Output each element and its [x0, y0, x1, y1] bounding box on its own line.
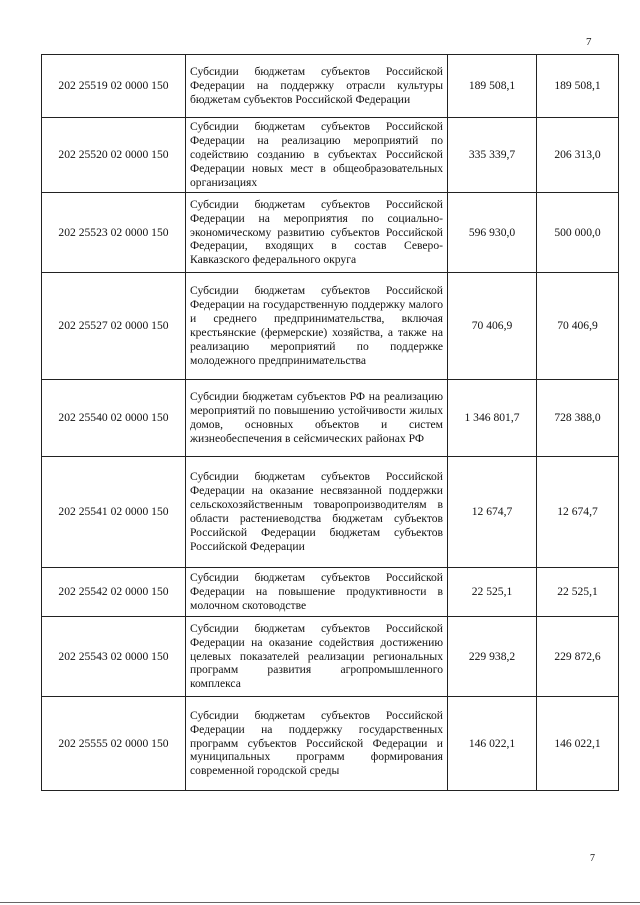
amount-2-cell: 189 508,1 [537, 55, 619, 118]
table-row [42, 457, 619, 568]
amount-1-cell: 596 930,0 [448, 193, 537, 273]
amount-1-cell: 335 339,7 [448, 118, 537, 193]
table-row [42, 380, 619, 457]
amount-1-cell: 146 022,1 [448, 697, 537, 791]
amount-2-cell: 22 525,1 [537, 568, 619, 617]
description-cell: Субсидии бюджетам субъектов Российской Федерации на поддержку государственных программ субъектов Российской Федерации и муниципальных программ формирования современной городской среды [186, 697, 448, 791]
amount-1-cell: 22 525,1 [448, 568, 537, 617]
page-number-top: 7 [586, 36, 592, 48]
amount-2-cell: 70 406,9 [537, 273, 619, 380]
budget-code-cell: 202 25523 02 0000 150 [42, 193, 186, 273]
amount-1-cell: 70 406,9 [448, 273, 537, 380]
amount-1-cell: 12 674,7 [448, 457, 537, 568]
amount-1-cell: 229 938,2 [448, 617, 537, 697]
budget-subsidies-table [41, 54, 619, 791]
table-row [42, 55, 619, 118]
amount-2-cell: 12 674,7 [537, 457, 619, 568]
table-row [42, 617, 619, 697]
table-row [42, 193, 619, 273]
description-cell: Субсидии бюджетам субъектов Российской Федерации на государственную поддержку малого и среднего предпринимательства, включая крестьянские (фермерские) хозяйства, а также на реализацию мероприятий по поддержке молодежного предпринимательства [186, 273, 448, 380]
page-number-bottom: 7 [590, 853, 595, 864]
budget-code-cell: 202 25542 02 0000 150 [42, 568, 186, 617]
table-row [42, 273, 619, 380]
table-row [42, 697, 619, 791]
amount-2-cell: 146 022,1 [537, 697, 619, 791]
amount-1-cell: 1 346 801,7 [448, 380, 537, 457]
description-cell: Субсидии бюджетам субъектов Российской Федерации на оказание несвязанной поддержки сельскохозяйственным товаропроизводителям в области растениеводства бюджетам субъектов Российской Федерации бюджетам субъектов Российской Федерации [186, 457, 448, 568]
table-row [42, 118, 619, 193]
description-cell: Субсидии бюджетам субъектов Российской Федерации на мероприятия по социально-экономическому развитию субъектов Российской Федерации, входящих в состав Северо-Кавказского федерального округа [186, 193, 448, 273]
budget-code-cell: 202 25519 02 0000 150 [42, 55, 186, 118]
description-cell: Субсидии бюджетам субъектов Российской Федерации на реализацию мероприятий по содействию созданию в субъектах Российской Федерации новых мест в общеобразовательных организациях [186, 118, 448, 193]
table-row [42, 568, 619, 617]
description-cell: Субсидии бюджетам субъектов Российской Федерации на поддержку отрасли культуры бюджетам субъектов Российской Федерации [186, 55, 448, 118]
budget-code-cell: 202 25555 02 0000 150 [42, 697, 186, 791]
description-cell: Субсидии бюджетам субъектов Российской Федерации на оказание содействия достижению целевых показателей реализации региональных программ развития агропромышленного комплекса [186, 617, 448, 697]
budget-code-cell: 202 25520 02 0000 150 [42, 118, 186, 193]
amount-2-cell: 728 388,0 [537, 380, 619, 457]
budget-code-cell: 202 25543 02 0000 150 [42, 617, 186, 697]
budget-code-cell: 202 25541 02 0000 150 [42, 457, 186, 568]
amount-2-cell: 206 313,0 [537, 118, 619, 193]
amount-1-cell: 189 508,1 [448, 55, 537, 118]
budget-code-cell: 202 25540 02 0000 150 [42, 380, 186, 457]
description-cell: Субсидии бюджетам субъектов Российской Федерации на повышение продуктивности в молочном скотоводстве [186, 568, 448, 617]
budget-code-cell: 202 25527 02 0000 150 [42, 273, 186, 380]
scan-edge-line [0, 902, 640, 903]
amount-2-cell: 229 872,6 [537, 617, 619, 697]
amount-2-cell: 500 000,0 [537, 193, 619, 273]
description-cell: Субсидии бюджетам субъектов РФ на реализацию мероприятий по повышению устойчивости жилых домов, основных объектов и систем жизнеобеспечения в сейсмических районах РФ [186, 380, 448, 457]
